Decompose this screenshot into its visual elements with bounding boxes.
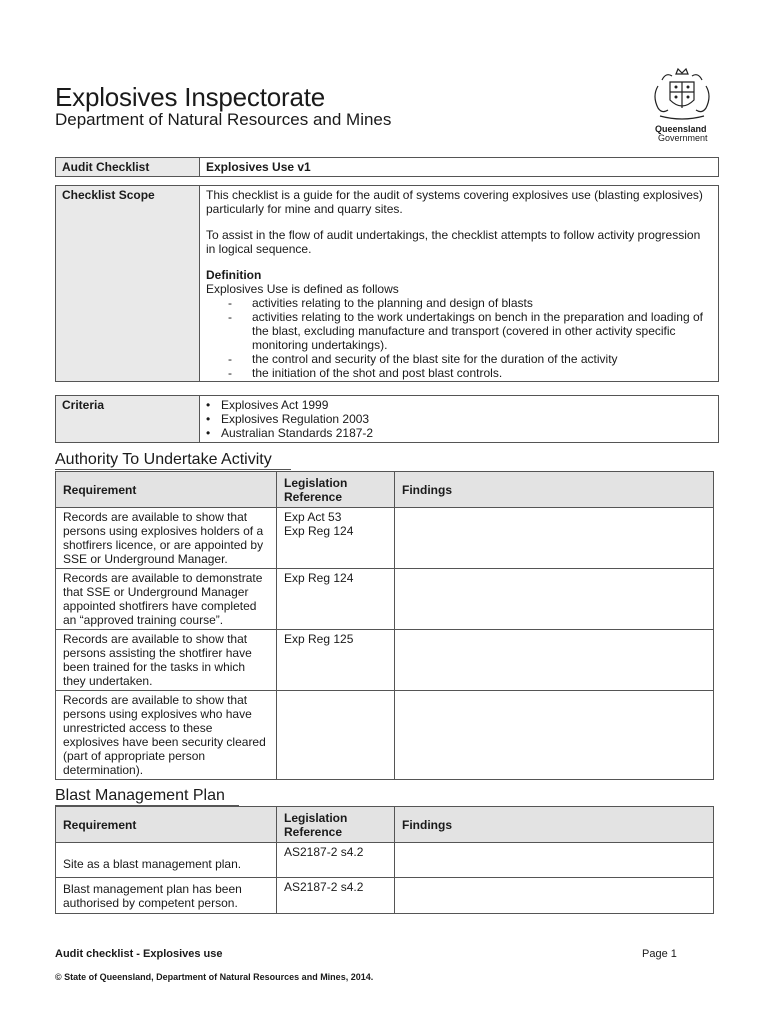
definition-item: - the initiation of the shot and post blast controls.	[206, 366, 712, 380]
column-header-requirement: Requirement	[56, 807, 277, 843]
criteria-table	[55, 395, 719, 443]
section-heading-blast: Blast Management Plan	[55, 787, 225, 804]
table-row	[56, 508, 714, 569]
footer-document-name: Audit checklist - Explosives use	[55, 948, 223, 960]
queensland-crest-logo	[648, 66, 716, 124]
definition-item: - activities relating to the planning and design of blasts	[206, 296, 712, 310]
legislation-cell	[277, 691, 395, 780]
requirement-cell: Records are available to show that persons using explosives who have unrestricted access to these explosives have been security cleared (part of appropriate person determination).	[56, 691, 277, 780]
audit-value: Explosives Use v1	[200, 158, 719, 177]
table-row	[56, 843, 714, 878]
legislation-cell: Exp Reg 124	[277, 569, 395, 630]
criteria-item: • Explosives Regulation 2003	[206, 412, 712, 426]
table-row	[56, 569, 714, 630]
findings-cell[interactable]	[395, 508, 714, 569]
requirement-cell: Site as a blast management plan.	[56, 843, 277, 878]
audit-table	[55, 157, 719, 177]
audit-label: Audit Checklist	[56, 158, 200, 177]
findings-cell[interactable]	[395, 878, 714, 914]
scope-table	[55, 185, 719, 382]
definition-intro: Explosives Use is defined as follows	[206, 282, 399, 296]
scope-paragraph-1: This checklist is a guide for the audit of systems covering explosives use (blasting explosives) particularly for mine and quarry sites.	[206, 188, 703, 216]
findings-cell[interactable]	[395, 630, 714, 691]
definition-item: - activities relating to the work undertakings on bench in the preparation and loading of the blast, excluding manufacture and transport (covered in other activity specific monitoring undertakings).	[206, 310, 712, 352]
column-header-legislation: Legislation Reference	[277, 807, 395, 843]
gov-name: Queensland	[655, 124, 707, 134]
requirement-cell: Records are available to show that persons using explosives holders of a shotfirers licence, or are appointed by SSE or Underground Manager.	[56, 508, 277, 569]
definition-heading: Definition	[206, 268, 262, 282]
authority-table	[55, 471, 714, 780]
legislation-cell: Exp Act 53 Exp Reg 124	[277, 508, 395, 569]
table-row	[56, 630, 714, 691]
requirement-cell: Records are available to show that persons assisting the shotfirer have been trained for the tasks in which they undertaken.	[56, 630, 277, 691]
criteria-label: Criteria	[56, 396, 200, 443]
criteria-item: • Australian Standards 2187-2	[206, 426, 712, 440]
findings-cell[interactable]	[395, 569, 714, 630]
definition-item: - the control and security of the blast site for the duration of the activity	[206, 352, 712, 366]
legislation-cell: AS2187-2 s4.2	[277, 843, 395, 878]
section-heading-authority: Authority To Undertake Activity	[55, 451, 272, 468]
gov-sub: Government	[658, 133, 708, 143]
table-row	[56, 691, 714, 780]
page-title: Explosives Inspectorate	[55, 82, 325, 112]
criteria-item: • Explosives Act 1999	[206, 398, 712, 412]
footer-page-number: Page 1	[642, 948, 677, 960]
legislation-cell: AS2187-2 s4.2	[277, 878, 395, 914]
section-rule	[55, 469, 291, 470]
requirement-cell: Records are available to demonstrate that SSE or Underground Manager appointed shotfirers have completed an “approved training course”.	[56, 569, 277, 630]
blast-table	[55, 806, 714, 914]
scope-paragraph-2: To assist in the flow of audit undertakings, the checklist attempts to follow activity progression in logical sequence.	[206, 228, 701, 256]
findings-cell[interactable]	[395, 843, 714, 878]
column-header-findings: Findings	[395, 807, 714, 843]
column-header-legislation: Legislation Reference	[277, 472, 395, 508]
scope-label: Checklist Scope	[56, 186, 200, 382]
column-header-requirement: Requirement	[56, 472, 277, 508]
page-subtitle: Department of Natural Resources and Mines	[55, 110, 392, 129]
table-row	[56, 878, 714, 914]
column-header-findings: Findings	[395, 472, 714, 508]
findings-cell[interactable]	[395, 691, 714, 780]
requirement-cell: Blast management plan has been authorised by competent person.	[56, 878, 277, 914]
footer-copyright: © State of Queensland, Department of Natural Resources and Mines, 2014.	[55, 972, 374, 982]
legislation-cell: Exp Reg 125	[277, 630, 395, 691]
